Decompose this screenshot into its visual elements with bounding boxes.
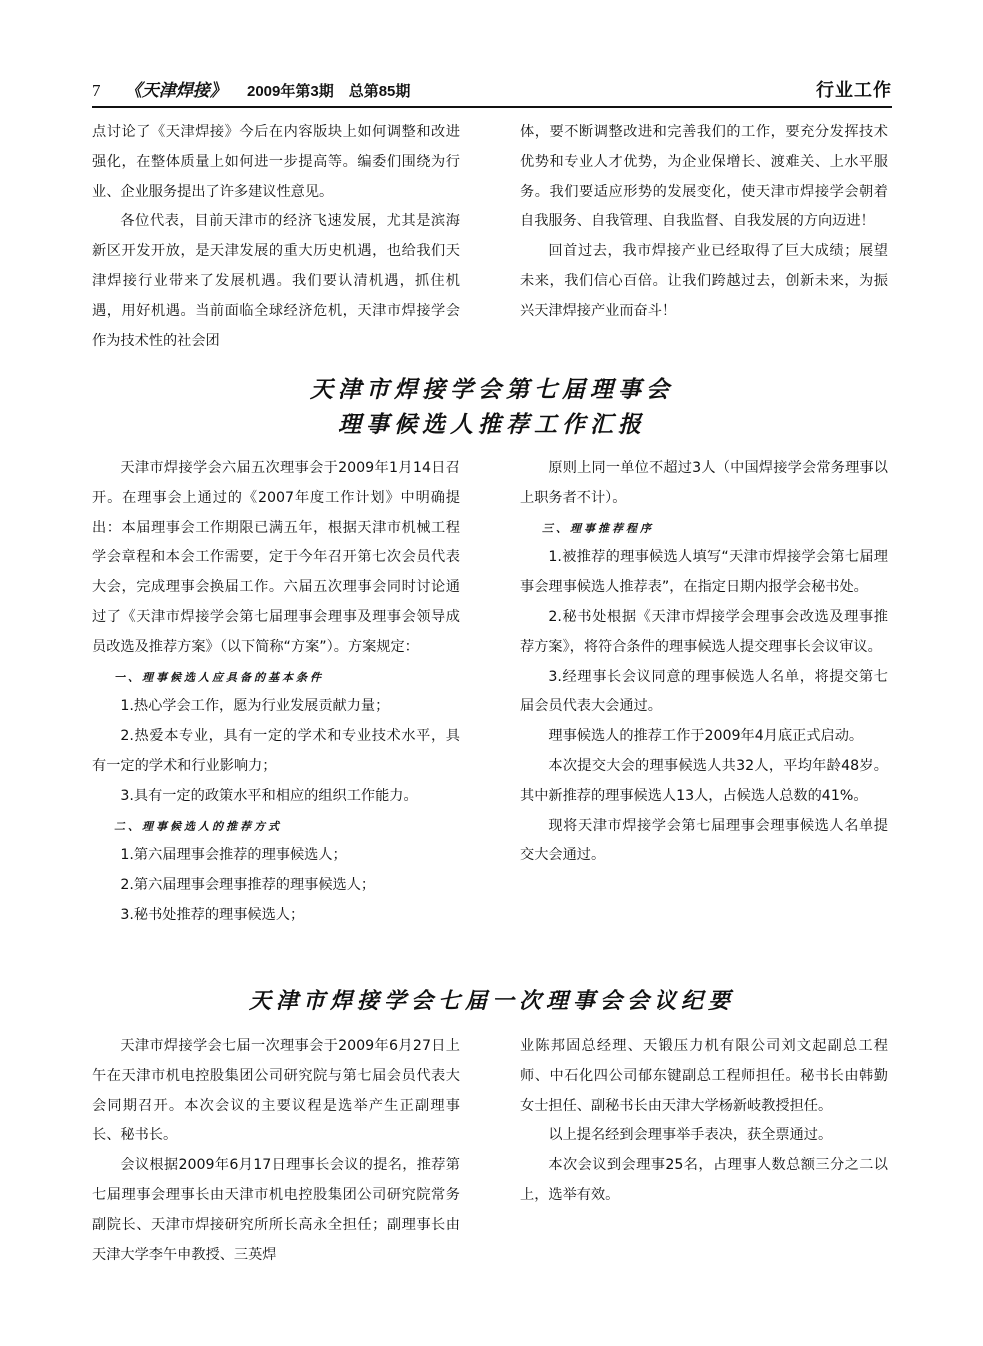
article1-right-column	[520, 454, 888, 871]
paragraph: 回首过去，我市焊接产业已经取得了巨大成绩；展望未来，我们信心百倍。让我们跨越过去，创新未来，为振兴天津焊接产业而奋斗！	[520, 243, 888, 319]
subheading: 一、理事候选人应具备的基本条件	[114, 670, 324, 684]
paragraph: 原则上同一单位不超过3人（中国焊接学会常务理事以上职务者不计）。	[520, 460, 888, 506]
issue-info: 2009年第3期 总第85期	[247, 83, 411, 100]
section-name: 行业工作	[816, 80, 892, 101]
paragraph: 天津市焊接学会六届五次理事会于2009年1月14日召开。在理事会上通过的《2007年度工作计划》中明确提出：本届理事会工作期限已满五年，根据天津市机械工程学会章程和本会工作需要，定于今年召开第七次会员代表大会，完成理事会换届工作。六届五次理事会同时讨论通过了《天津市焊接学会第七届理事会理事及理事会领导成员改选及推荐方案》（以下简称“方案”）。方案规定：	[92, 460, 460, 655]
article2-right-column	[520, 1032, 888, 1211]
page-number: 7	[92, 81, 101, 100]
page-header	[92, 76, 892, 106]
paragraph: 现将天津市焊接学会第七届理事会理事候选人名单提交大会通过。	[520, 817, 888, 864]
list-item: 3.具有一定的政策水平和相应的组织工作能力。	[120, 787, 418, 804]
paragraph: 业陈邦固总经理、天锻压力机有限公司刘文起副总工程师、中石化四公司郁东键副总工程师担任。秘书长由韩勤女士担任、副秘书长由天津大学杨新岐教授担任。	[520, 1038, 888, 1114]
article1-left-column	[92, 454, 460, 931]
list-item: 1.第六届理事会推荐的理事候选人；	[120, 847, 347, 864]
magazine-name: 《天津焊接》	[124, 81, 227, 101]
list-item: 1.被推荐的理事候选人填写“天津市焊接学会第七届理事会理事候选人推荐表”，在指定日期内报学会秘书处。	[520, 549, 888, 596]
article2-left-column	[92, 1032, 460, 1270]
paragraph: 以上提名经到会理事举手表决，获全票通过。	[548, 1127, 833, 1144]
list-item: 1.热心学会工作，愿为行业发展贡献力量；	[120, 698, 390, 715]
article1-title-line1: 天津市焊接学会第七届理事会	[310, 376, 674, 403]
subheading: 三、理事推荐程序	[542, 521, 654, 535]
article2-title: 天津市焊接学会七届一次理事会会议纪要	[248, 988, 735, 1014]
header-left	[92, 76, 410, 101]
article1-title-line2: 理事候选人推荐工作汇报	[338, 411, 646, 438]
paragraph: 理事候选人的推荐工作于2009年4月底正式启动。	[548, 728, 864, 745]
list-item: 3.秘书处推荐的理事候选人；	[120, 906, 305, 923]
paragraph: 天津市焊接学会七届一次理事会于2009年6月27日上午在天津市机电控股集团公司研究院与第七届会员代表大会同期召开。本次会议的主要议程是选举产生正副理事长、秘书长。	[92, 1038, 460, 1144]
list-item: 2.热爱本专业，具有一定的学术和专业技术水平，具有一定的学术和行业影响力；	[92, 728, 460, 774]
article1-title	[92, 372, 892, 442]
subheading: 二、理事候选人的推荐方式	[114, 819, 282, 833]
paragraph: 本次会议到会理事25名，占理事人数总额三分之二以上，选举有效。	[520, 1157, 888, 1203]
list-item: 2.第六届理事会理事推荐的理事候选人；	[120, 877, 376, 894]
paragraph: 体，要不断调整改进和完善我们的工作，要充分发挥技术优势和专业人才优势，为企业保增长、渡难关、上水平服务。我们要适应形势的发展变化，使天津市焊接学会朝着自我服务、自我管理、自我监督、自我发展的方向迈进！	[520, 124, 888, 230]
paragraph: 点讨论了《天津焊接》今后在内容版块上如何调整和改进强化，在整体质量上如何进一步提高等。编委们围绕为行业、企业服务提出了许多建议性意见。	[92, 124, 460, 200]
paragraph: 会议根据2009年6月17日理事长会议的提名，推荐第七届理事会理事长由天津市机电控股集团公司研究院常务副院长、天津市焊接研究所所长高永全担任；副理事长由天津大学李午申教授、三英焊	[92, 1157, 460, 1263]
list-item: 2.秘书处根据《天津市焊接学会理事会改选及理事推荐方案》，将符合条件的理事候选人提交理事长会议审议。	[520, 608, 888, 655]
top-left-column	[92, 118, 460, 356]
paragraph: 本次提交大会的理事候选人共32人，平均年龄48岁。其中新推荐的理事候选人13人，占候选人总数的41%。	[520, 757, 888, 804]
top-right-column	[520, 118, 888, 327]
list-item: 3.经理事长会议同意的理事候选人名单，将提交第七届会员代表大会通过。	[520, 668, 888, 715]
header-rule	[92, 106, 892, 108]
paragraph: 各位代表，目前天津市的经济飞速发展，尤其是滨海新区开发开放，是天津发展的重大历史机遇，也给我们天津焊接行业带来了发展机遇。我们要认清机遇，抓住机遇，用好机遇。当前面临全球经济危机，天津市焊接学会作为技术性的社会团	[92, 213, 460, 349]
